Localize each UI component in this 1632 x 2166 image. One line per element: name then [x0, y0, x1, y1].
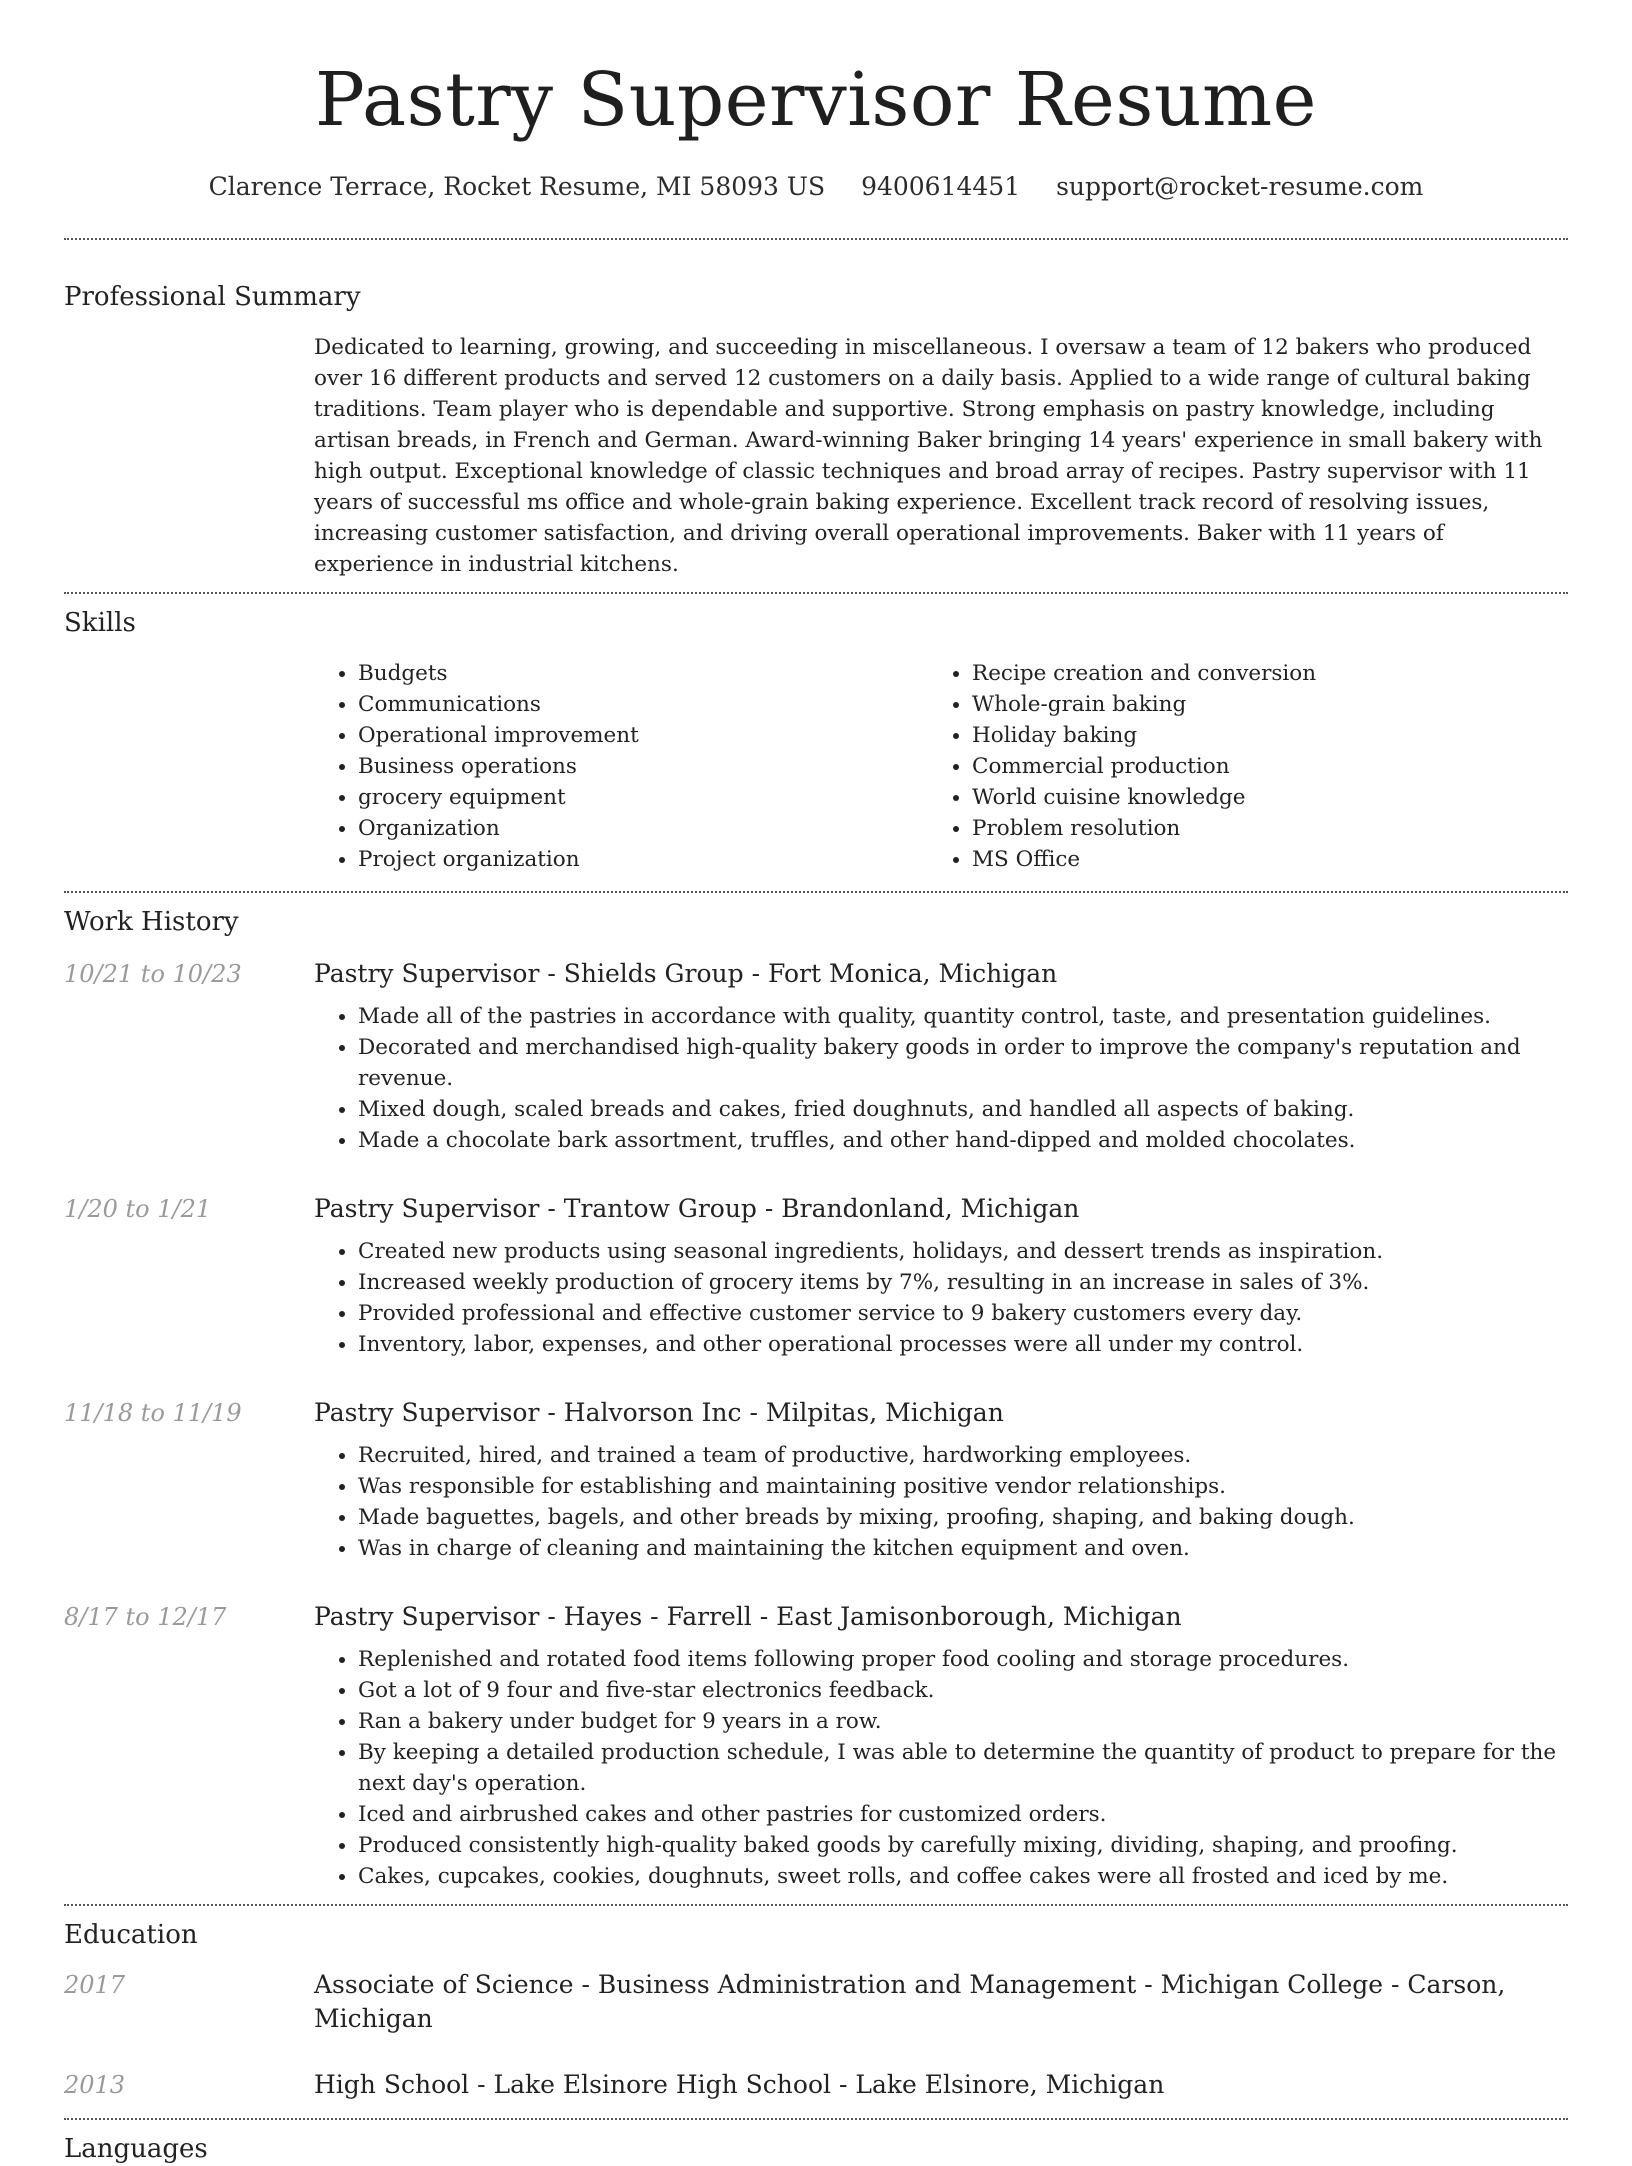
job-bullet: • Was in charge of cleaning and maintaining the kitchen equipment and oven. — [358, 1533, 1568, 1564]
job-title: Pastry Supervisor - Hayes - Farrell - East Jamisonborough, Michigan — [314, 1602, 1182, 1631]
education-text: High School - Lake Elsinore High School - Lake Elsinore, Michigan — [314, 2070, 1165, 2099]
skill-item: • Operational improvement — [358, 720, 928, 751]
job-bullet: • Decorated and merchandised high-quality bakery goods in order to improve the company's reputation and revenue. — [358, 1032, 1568, 1094]
education-year: 2017 — [64, 1971, 126, 1999]
contact-address: Clarence Terrace, Rocket Resume, MI 58093 US — [208, 172, 826, 201]
skill-item: • Project organization — [358, 844, 928, 875]
education-entry — [64, 1968, 1568, 2036]
job-title: Pastry Supervisor - Trantow Group - Brandonland, Michigan — [314, 1194, 1080, 1223]
professional-summary-section — [64, 240, 1568, 592]
job-date: 1/20 to 1/21 — [64, 1195, 212, 1223]
job-entry — [64, 1192, 1568, 1360]
job-bullets — [314, 1644, 1568, 1892]
skill-item: • MS Office — [972, 844, 1542, 875]
job-bullet: • Provided professional and effective customer service to 9 bakery customers every day. — [358, 1298, 1568, 1329]
section-title-work: Work History — [64, 907, 239, 937]
skill-item: • grocery equipment — [358, 782, 928, 813]
job-bullet: • Created new products using seasonal ingredients, holidays, and dessert trends as inspiration. — [358, 1236, 1568, 1267]
job-bullet: • By keeping a detailed production schedule, I was able to determine the quantity of product to prepare for the next day's operation. — [358, 1737, 1568, 1799]
skill-item: • Problem resolution — [972, 813, 1542, 844]
skill-item: • Communications — [358, 689, 928, 720]
section-title-languages: Languages — [64, 2134, 208, 2164]
job-bullet: • Got a lot of 9 four and five-star electronics feedback. — [358, 1675, 1568, 1706]
job-bullets — [314, 1440, 1568, 1564]
job-bullet: • Replenished and rotated food items following proper food cooling and storage procedures. — [358, 1644, 1568, 1675]
section-title-summary: Professional Summary — [64, 282, 361, 312]
skill-item: • Organization — [358, 813, 928, 844]
job-entry — [64, 957, 1568, 1156]
job-entry — [64, 1600, 1568, 1892]
education-text: Associate of Science - Business Administration and Management - Michigan College - Carson, Michigan — [314, 1970, 1506, 2033]
skill-item: • World cuisine knowledge — [972, 782, 1542, 813]
skill-item: • Holiday baking — [972, 720, 1542, 751]
contact-line — [64, 170, 1568, 204]
skill-item: • Commercial production — [972, 751, 1542, 782]
skills-column-right — [928, 658, 1542, 875]
section-title-education: Education — [64, 1920, 198, 1950]
education-year: 2013 — [64, 2071, 126, 2099]
job-title: Pastry Supervisor - Halvorson Inc - Milpitas, Michigan — [314, 1398, 1004, 1427]
job-bullet: • Inventory, labor, expenses, and other operational processes were all under my control. — [358, 1329, 1568, 1360]
summary-text: Dedicated to learning, growing, and succeeding in miscellaneous. I oversaw a team of 12 bakers who produced over 16 different products and served 12 customers on a daily basis. Applied to a wide range of cultural baking traditions. Team player who is dependable and supportive. Strong emphasis on pastry knowledge, including artisan breads, in French and German. Award-winning Baker bringing 14 years' experience in small bakery with high output. Exceptional knowledge of classic techniques and broad array of recipes. Pastry supervisor with 11 years of successful ms office and whole-grain baking experience. Excellent track record of resolving issues, increasing customer satisfaction, and driving overall operational improvements. Baker with 11 years of experience in industrial kitchens. — [314, 335, 1543, 577]
job-bullet: • Made all of the pastries in accordance with quality, quantity control, taste, and presentation guidelines. — [358, 1001, 1568, 1032]
job-title: Pastry Supervisor - Shields Group - Fort Monica, Michigan — [314, 959, 1058, 988]
contact-email: support@rocket-resume.com — [1056, 172, 1424, 201]
skills-column-left — [314, 658, 928, 875]
skill-item: • Business operations — [358, 751, 928, 782]
job-bullet: • Ran a bakery under budget for 9 years in a row. — [358, 1706, 1568, 1737]
job-bullet: • Recruited, hired, and trained a team of productive, hardworking employees. — [358, 1440, 1568, 1471]
job-bullet: • Made baguettes, bagels, and other breads by mixing, proofing, shaping, and baking dough. — [358, 1502, 1568, 1533]
skill-item: • Budgets — [358, 658, 928, 689]
resume-name: Pastry Supervisor Resume — [315, 57, 1317, 143]
work-history-section — [64, 893, 1568, 1904]
job-bullet: • Iced and airbrushed cakes and other pastries for customized orders. — [358, 1799, 1568, 1830]
contact-phone: 9400614451 — [861, 172, 1021, 201]
job-bullets — [314, 1001, 1568, 1156]
job-bullet: • Increased weekly production of grocery items by 7%, resulting in an increase in sales of 3%. — [358, 1267, 1568, 1298]
skills-section — [64, 594, 1568, 891]
job-bullet: • Cakes, cupcakes, cookies, doughnuts, sweet rolls, and coffee cakes were all frosted and iced by me. — [358, 1861, 1568, 1892]
job-entry — [64, 1396, 1568, 1564]
job-bullet: • Produced consistently high-quality baked goods by carefully mixing, dividing, shaping, and proofing. — [358, 1830, 1568, 1861]
job-date: 10/21 to 10/23 — [64, 960, 242, 988]
job-bullets — [314, 1236, 1568, 1360]
section-title-skills: Skills — [64, 608, 136, 638]
education-section — [64, 1906, 1568, 2118]
job-bullet: • Mixed dough, scaled breads and cakes, fried doughnuts, and handled all aspects of baking. — [358, 1094, 1568, 1125]
education-entry — [64, 2068, 1568, 2102]
job-date: 11/18 to 11/19 — [64, 1399, 242, 1427]
job-date: 8/17 to 12/17 — [64, 1603, 227, 1631]
skill-item: • Recipe creation and conversion — [972, 658, 1542, 689]
skill-item: • Whole-grain baking — [972, 689, 1542, 720]
job-bullet: • Made a chocolate bark assortment, truffles, and other hand-dipped and molded chocolates. — [358, 1125, 1568, 1156]
skills-grid — [314, 658, 1568, 891]
job-bullet: • Was responsible for establishing and maintaining positive vendor relationships. — [358, 1471, 1568, 1502]
languages-section — [64, 2120, 1568, 2166]
